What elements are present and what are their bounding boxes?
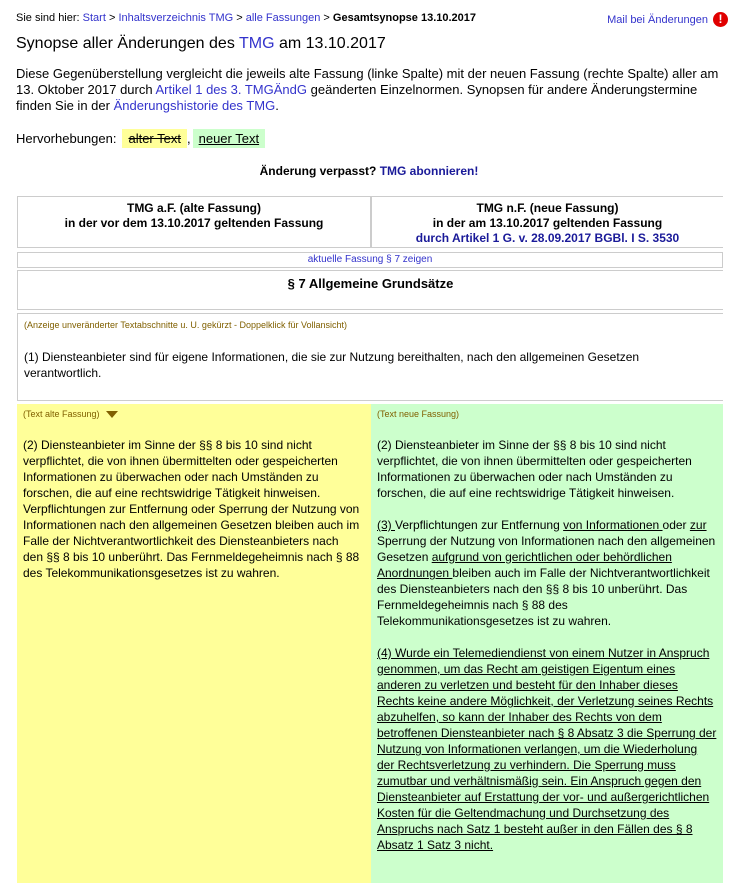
exclamation-icon: ! [713,12,728,27]
subscribe-banner [16,164,722,178]
page-title [16,35,386,53]
breadcrumb-current: Gesamtsynopse 13.10.2017 [332,12,477,24]
new-version-header-title: TMG n.F. (neue Fassung) [476,201,619,215]
old-text-column [17,404,371,883]
unchanged-fragment: Verpflichtungen zur Entfernung [395,518,564,532]
highlight-legend-label: Hervorhebungen: [16,131,117,146]
unchanged-section[interactable] [17,313,723,401]
old-version-header-title: TMG a.F. (alte Fassung) [126,201,261,215]
mail-on-changes-link[interactable] [607,12,728,27]
old-text-body: (2) Diensteanbieter im Sinne der §§ 8 bis 10 sind nicht verpflichtet, die von ihnen übermittelten oder gespeicherten Informationen zu überwachen oder nach Umständen zu forschen, die auf eine rechtswidrige Tätigkeit hinweisen. Verpflichtungen zur Entfernung oder Sperrung der Nutzung von Informationen nach den allgemeinen Gesetzen bleiben auch im Falle der Nichtverantwortlichkeit des Diensteanbieters nach den §§ 8 bis 10 unberührt. Das Fernmeldegeheimnis nach § 88 des Telekommunikationsgesetzes ist zu wahren. [23,438,360,580]
new-text-label: (Text neue Fassung) [377,409,460,419]
inserted-text: aufgrund von gerichtlichen oder behördlichen Anordnungen [377,550,672,580]
top-bar [16,12,728,28]
intro-part1: Diese Gegenüberstellung vergleicht die jeweils alte Fassung (linke Spalte) mit der neuen Fassung (rechte Spalte) aller am 13. Oktober 2017 durch [16,66,719,97]
unchanged-fragment: bleiben auch im Falle der Nichtverantwortlichkeit des Diensteanbieters nach den §§ 8 bis 10 unberührt. Das Fernmeldegeheimnis nach § 88 des Telekommunikationsgesetzes ist zu wahren. [377,566,710,628]
intro-article-link[interactable]: Artikel 1 des 3. TMGÄndG [155,82,307,97]
triangle-down-icon[interactable] [106,411,118,418]
breadcrumb-prefix: Sie sind hier: [16,12,80,24]
intro-part2: geänderten Einzelnormen. Synopsen für andere Änderungstermine finden Sie in der [16,82,698,113]
legend-comma: , [186,131,191,146]
page-title-prefix: Synopse aller Änderungen des [16,35,235,52]
intro-history-link[interactable]: Änderungshistorie des TMG [113,98,276,113]
new-version-header-subtitle: in der am 13.10.2017 geltenden Fassung [432,216,663,230]
new-paragraph-4 [377,645,717,853]
new-paragraph-3 [377,517,717,629]
subscribe-link[interactable]: TMG abonnieren! [379,164,479,178]
new-version-header [371,196,723,248]
breadcrumb-all-versions[interactable]: alle Fassungen [245,12,321,24]
breadcrumb [16,12,476,24]
unchanged-text: (1) Diensteanbieter sind für eigene Informationen, die sie zur Nutzung bereithalten, nach den allgemeinen Gesetzen verantwortlich. [24,350,640,380]
old-version-header-subtitle: in der vor dem 13.10.2017 geltenden Fassung [64,216,324,230]
inserted-text: (3) [377,518,395,532]
current-version-row [17,252,723,268]
old-text-label: (Text alte Fassung) [23,409,100,419]
breadcrumb-separator: > [323,12,330,24]
unchanged-fragment: oder [662,518,690,532]
new-paragraph-2: (2) Diensteanbieter im Sinne der §§ 8 bis 10 sind nicht verpflichtet, die von ihnen übermittelten oder gespeicherten Informationen zu überwachen oder nach Umständen zu forschen, die auf eine rechtswidrige Tätigkeit hinweisen. [377,438,692,500]
page-title-suffix: am 13.10.2017 [278,35,386,52]
breadcrumb-separator: > [108,12,116,24]
breadcrumb-start[interactable]: Start [82,12,106,24]
intro-part3: . [275,98,279,113]
mail-on-changes-label: Mail bei Änderungen [607,13,708,26]
section-title: § 7 Allgemeine Grundsätze [17,270,723,310]
intro-text [16,66,722,114]
breadcrumb-separator: > [236,12,243,24]
breadcrumb-contents[interactable]: Inhaltsverzeichnis TMG [118,12,234,24]
new-text-column [371,404,723,883]
highlight-legend [16,129,265,148]
amending-law-link[interactable]: durch Artikel 1 G. v. 28.09.2017 BGBl. I S. 3530 [415,231,680,245]
unchanged-fragment: Sperrung der Nutzung von Informationen nach den allgemeinen Gesetzen [377,534,716,564]
current-version-link[interactable]: aktuelle Fassung § 7 zeigen [307,254,433,265]
unchanged-note: (Anzeige unveränderter Textabschnitte u. U. gekürzt - Doppelklick für Vollansicht) [24,320,347,330]
old-text-toggle[interactable] [23,409,118,419]
old-text-sample: alter Text [122,129,187,148]
old-version-header [17,196,371,248]
subscribe-prefix: Änderung verpasst? [259,164,377,178]
inserted-text: von Informationen [563,518,663,532]
inserted-text: zur [689,518,707,532]
new-text-body [377,437,717,869]
page-title-law-link[interactable]: TMG [238,35,275,52]
new-text-sample: neuer Text [193,129,265,148]
inserted-text: (4) Wurde ein Telemediendienst von einem Nutzer in Anspruch genommen, um das Recht am geistigen Eigentum eines anderen zu verletzen und besteht für den Inhaber dieses Rechts keine andere Möglichkeit, der Verletzung seines Rechts abzuhelfen, so kann der Inhaber des Rechts von dem betroffenen Diensteanbieter nach § 8 Absatz 3 die Sperrung der Nutzung von Informationen verlangen, um die Wiederholung der Rechtsverletzung zu verhindern. Die Sperrung muss zumutbar und verhältnismäßig sein. Ein Anspruch gegen den Diensteanbieter auf Erstattung der vor- und außergerichtlichen Kosten für die Geltendmachung und Durchsetzung des Anspruchs nach Satz 1 besteht außer in den Fällen des § 8 Absatz 1 Satz 3 nicht. [377,646,717,852]
